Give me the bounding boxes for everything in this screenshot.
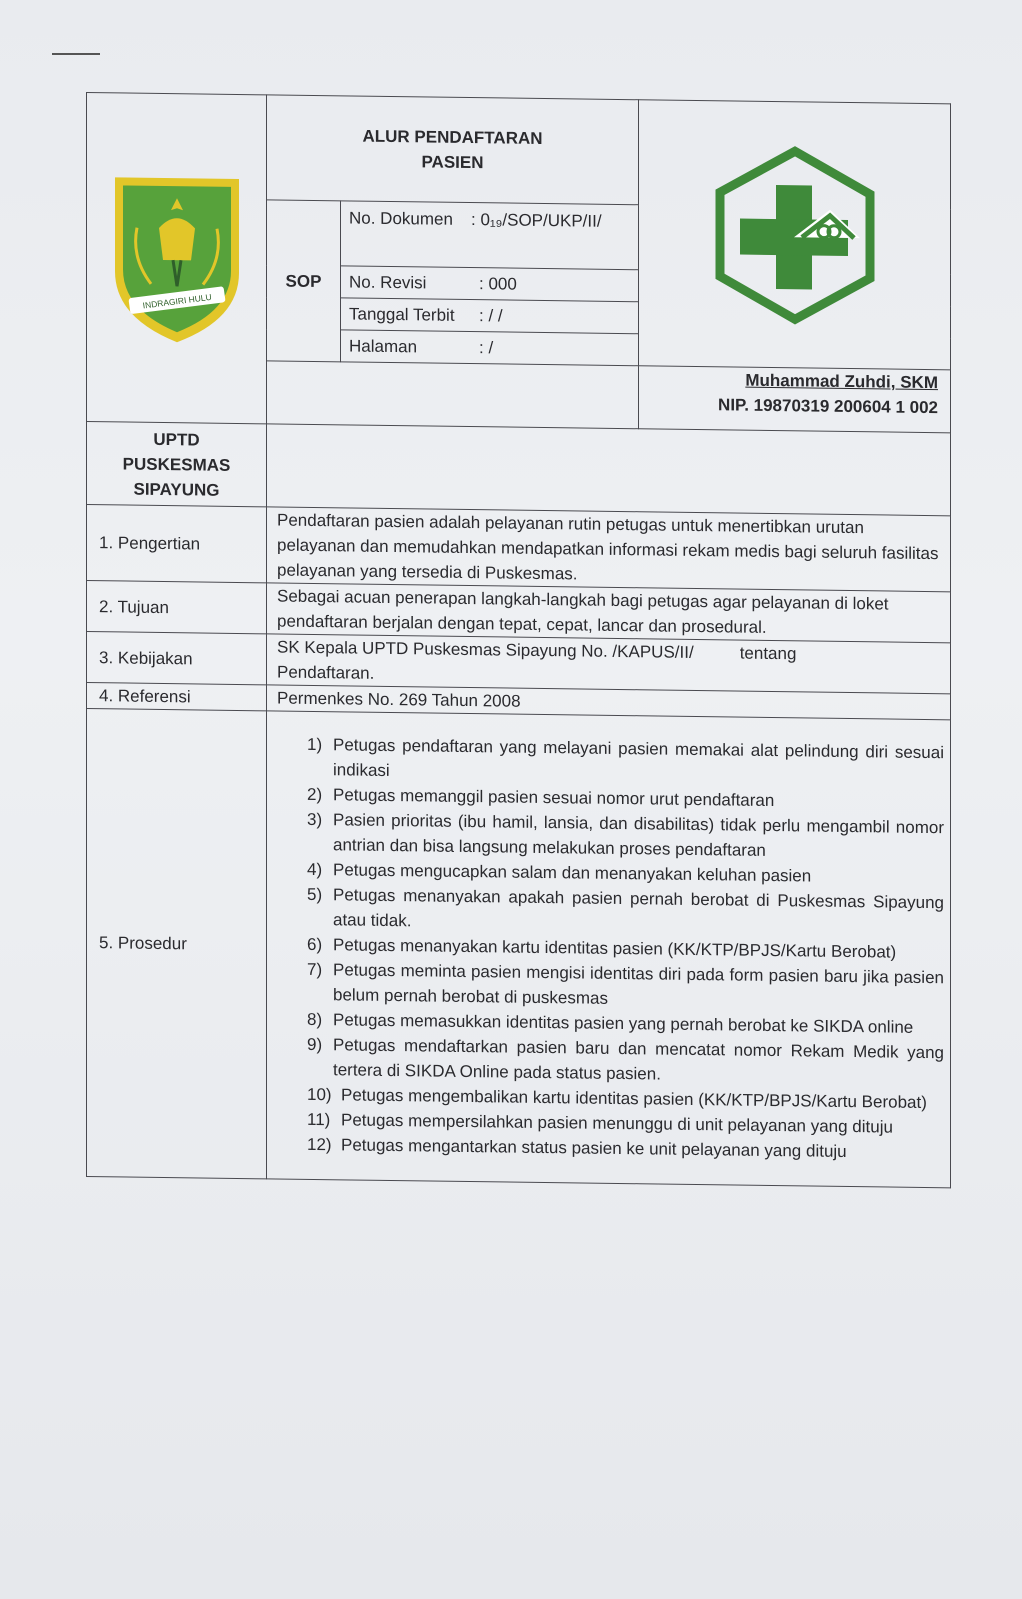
meta-tanggal-terbit: Tanggal Terbit : / / xyxy=(341,298,639,334)
org-row-spacer xyxy=(267,424,951,516)
procedure-step-number: 12) xyxy=(307,1134,332,1155)
meta-no-revisi: No. Revisi : 000 xyxy=(341,266,639,302)
org-line-3: SIPAYUNG xyxy=(133,479,220,500)
procedure-step xyxy=(307,882,944,940)
procedure-step xyxy=(307,732,944,790)
meta-halaman: Halaman : / xyxy=(341,330,639,366)
procedure-step-text: Petugas memasukkan identitas pasien yang pernah berobat ke SIKDA online xyxy=(333,1010,914,1037)
label-pengertian: 1. Pengertian xyxy=(87,505,267,583)
procedure-step-text: Petugas pendaftaran yang melayani pasien memakai alat pelindung diri sesuai indikasi xyxy=(333,735,944,780)
procedure-step-number: 1) xyxy=(307,734,323,755)
procedure-step xyxy=(307,1032,944,1090)
procedure-step-number: 6) xyxy=(307,934,323,955)
text-kebijakan: SK Kepala UPTD Puskesmas Sipayung No. /KAPUS/II/ tentang Pendaftaran. xyxy=(267,634,951,694)
procedure-step-number: 4) xyxy=(307,859,323,880)
procedure-step-text: Petugas mengucapkan salam dan menanyakan keluhan pasien xyxy=(333,860,812,886)
title-line-2: PASIEN xyxy=(421,152,484,173)
label-kebijakan: 3. Kebijakan xyxy=(87,632,267,685)
label-tujuan: 2. Tujuan xyxy=(87,581,267,634)
regency-crest-icon xyxy=(107,167,247,349)
procedure-step-text: Petugas mendaftarkan pasien baru dan mencatat nomor Rekam Medik yang tertera di SIKDA Online pada status pasien. xyxy=(333,1035,944,1084)
row-prosedur xyxy=(87,709,951,1188)
procedure-step-text: Petugas mengantarkan status pasien ke unit pelayanan yang dituju xyxy=(341,1135,847,1161)
procedure-step-text: Petugas meminta pasien mengisi identitas diri pada form pasien baru jika pasien belum pernah berobat di puskesmas xyxy=(333,960,944,1008)
signer-nip: NIP. 19870319 200604 1 002 xyxy=(718,395,938,418)
document-title xyxy=(267,95,639,205)
text-pengertian: Pendaftaran pasien adalah pelayanan rutin petugas untuk menertibkan urutan pelayanan dan memudahkan mendapatkan informasi rekam medis bagi seluruh fasilitas pelayanan yang tersedia di Puskesmas. xyxy=(267,507,951,592)
procedure-step-number: 8) xyxy=(307,1009,323,1030)
procedure-step xyxy=(307,957,944,1015)
signature-block xyxy=(267,361,639,429)
org-name xyxy=(87,422,267,507)
signer-cell xyxy=(639,366,951,433)
org-line-1: UPTD xyxy=(153,429,200,449)
procedure-step-number: 5) xyxy=(307,884,323,905)
sop-document xyxy=(86,92,950,1188)
left-logo-cell xyxy=(87,93,267,424)
puskesmas-logo-icon xyxy=(710,144,880,326)
procedure-step-text: Petugas memanggil pasien sesuai nomor urut pendaftaran xyxy=(333,785,775,811)
procedure-step-number: 10) xyxy=(307,1084,332,1105)
prosedur-steps-cell xyxy=(267,711,951,1188)
text-tujuan: Sebagai acuan penerapan langkah-langkah bagi petugas agar pelayanan di loket pendaftaran berjalan dengan tepat, cepat, lancar dan prosedural. xyxy=(267,583,951,643)
signer-name: Muhammad Zuhdi, SKM xyxy=(745,370,938,393)
sop-label: SOP xyxy=(267,200,341,362)
procedure-step-text: Petugas menanyakan kartu identitas pasien (KK/KTP/BPJS/Kartu Berobat) xyxy=(333,935,897,962)
corner-dash-mark xyxy=(52,53,100,55)
label-referensi: 4. Referensi xyxy=(87,683,267,711)
label-prosedur: 5. Prosedur xyxy=(87,709,267,1179)
procedure-step xyxy=(307,807,944,865)
procedure-step-number: 3) xyxy=(307,809,323,830)
procedure-step-text: Pasien prioritas (ibu hamil, lansia, dan disabilitas) tidak perlu mengambil nomor antrian dan bisa langsung melakukan proses pendaftaran xyxy=(333,810,944,860)
procedure-step-number: 2) xyxy=(307,784,323,805)
procedure-step-number: 9) xyxy=(307,1034,323,1055)
org-line-2: PUSKESMAS xyxy=(122,453,231,475)
row-pengertian xyxy=(87,505,951,592)
right-logo-cell xyxy=(639,100,951,370)
procedure-step-text: Petugas menanyakan apakah pasien pernah berobat di Puskesmas Sipayung atau tidak. xyxy=(333,885,944,931)
sop-table xyxy=(86,92,951,1188)
meta-no-dokumen: No. Dokumen : 0₁₉/SOP/UKP/II/ xyxy=(341,201,639,270)
procedure-step-number: 11) xyxy=(307,1109,331,1130)
title-line-1: ALUR PENDAFTARAN xyxy=(362,126,543,148)
procedure-step-text: Petugas mengembalikan kartu identitas pasien (KK/KTP/BPJS/Kartu Berobat) xyxy=(341,1085,927,1113)
procedure-step-text: Petugas mempersilahkan pasien menunggu di unit pelayanan yang dituju xyxy=(341,1110,893,1137)
text-referensi: Permenkes No. 269 Tahun 2008 xyxy=(267,685,951,720)
prosedur-steps-list xyxy=(267,711,950,1187)
crest-ribbon-text: INDRAGIRI HULU xyxy=(141,291,212,311)
procedure-step-number: 7) xyxy=(307,959,323,980)
